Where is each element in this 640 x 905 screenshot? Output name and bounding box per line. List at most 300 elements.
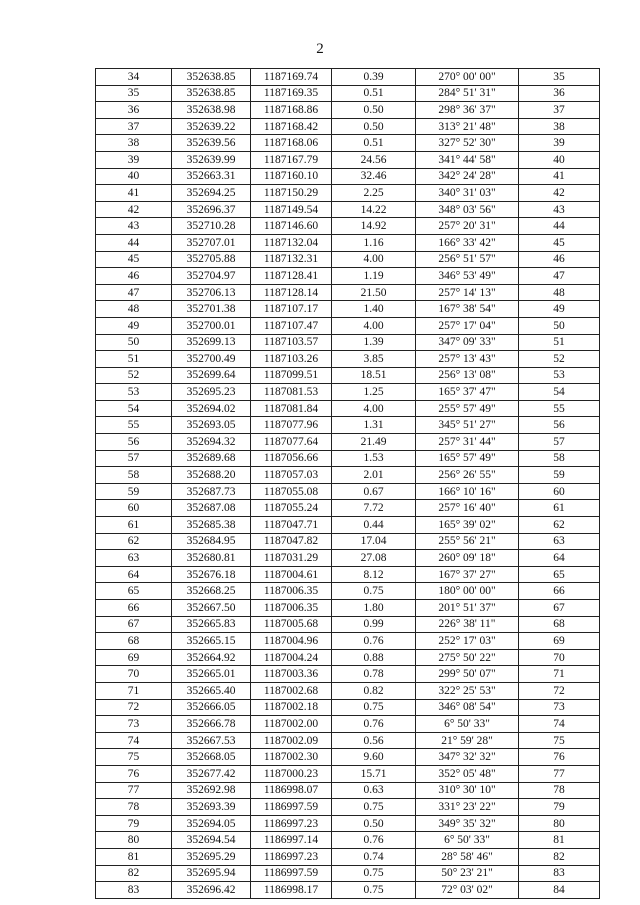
point-number-cell: 74 <box>96 732 172 749</box>
point-number-cell: 57 <box>96 450 172 467</box>
next-point-cell: 76 <box>519 749 600 766</box>
distance-cell: 2.01 <box>332 467 416 484</box>
table-row <box>96 334 600 351</box>
x-coordinate-cell: 352699.64 <box>172 367 251 384</box>
point-number-cell: 69 <box>96 649 172 666</box>
azimuth-cell: 28° 58' 46" <box>416 848 519 865</box>
table-row <box>96 400 600 417</box>
point-number-cell: 35 <box>96 85 172 102</box>
table-row <box>96 765 600 782</box>
distance-cell: 0.75 <box>332 865 416 882</box>
distance-cell: 1.25 <box>332 384 416 401</box>
distance-cell: 0.76 <box>332 633 416 650</box>
azimuth-cell: 257° 31' 44" <box>416 434 519 451</box>
next-point-cell: 54 <box>519 384 600 401</box>
table-row <box>96 218 600 235</box>
table-row <box>96 351 600 368</box>
table-row <box>96 85 600 102</box>
x-coordinate-cell: 352695.23 <box>172 384 251 401</box>
y-coordinate-cell: 1187099.51 <box>251 367 332 384</box>
distance-cell: 2.25 <box>332 185 416 202</box>
table-row <box>96 799 600 816</box>
y-coordinate-cell: 1187055.08 <box>251 483 332 500</box>
y-coordinate-cell: 1187169.35 <box>251 85 332 102</box>
distance-cell: 32.46 <box>332 168 416 185</box>
azimuth-cell: 50° 23' 21" <box>416 865 519 882</box>
point-number-cell: 53 <box>96 384 172 401</box>
distance-cell: 1.19 <box>332 268 416 285</box>
point-number-cell: 44 <box>96 234 172 251</box>
azimuth-cell: 327° 52' 30" <box>416 135 519 152</box>
azimuth-cell: 165° 39' 02" <box>416 517 519 534</box>
next-point-cell: 63 <box>519 533 600 550</box>
x-coordinate-cell: 352699.13 <box>172 334 251 351</box>
table-row <box>96 118 600 135</box>
distance-cell: 1.16 <box>332 234 416 251</box>
azimuth-cell: 257° 13' 43" <box>416 351 519 368</box>
distance-cell: 4.00 <box>332 317 416 334</box>
distance-cell: 8.12 <box>332 566 416 583</box>
azimuth-cell: 165° 37' 47" <box>416 384 519 401</box>
azimuth-cell: 346° 53' 49" <box>416 268 519 285</box>
distance-cell: 1.39 <box>332 334 416 351</box>
y-coordinate-cell: 1187002.09 <box>251 732 332 749</box>
next-point-cell: 62 <box>519 517 600 534</box>
table-row <box>96 317 600 334</box>
next-point-cell: 52 <box>519 351 600 368</box>
distance-cell: 0.39 <box>332 69 416 86</box>
next-point-cell: 44 <box>519 218 600 235</box>
next-point-cell: 38 <box>519 118 600 135</box>
x-coordinate-cell: 352680.81 <box>172 550 251 567</box>
azimuth-cell: 21° 59' 28" <box>416 732 519 749</box>
point-number-cell: 78 <box>96 799 172 816</box>
next-point-cell: 51 <box>519 334 600 351</box>
table-row <box>96 815 600 832</box>
y-coordinate-cell: 1187081.53 <box>251 384 332 401</box>
distance-cell: 0.63 <box>332 782 416 799</box>
y-coordinate-cell: 1187169.74 <box>251 69 332 86</box>
distance-cell: 15.71 <box>332 765 416 782</box>
next-point-cell: 57 <box>519 434 600 451</box>
next-point-cell: 82 <box>519 848 600 865</box>
distance-cell: 3.85 <box>332 351 416 368</box>
table-row <box>96 848 600 865</box>
x-coordinate-cell: 352639.56 <box>172 135 251 152</box>
azimuth-cell: 6° 50' 33" <box>416 832 519 849</box>
distance-cell: 0.76 <box>332 716 416 733</box>
next-point-cell: 65 <box>519 566 600 583</box>
y-coordinate-cell: 1187002.00 <box>251 716 332 733</box>
x-coordinate-cell: 352665.15 <box>172 633 251 650</box>
table-row <box>96 450 600 467</box>
y-coordinate-cell: 1187006.35 <box>251 583 332 600</box>
point-number-cell: 41 <box>96 185 172 202</box>
table-row <box>96 533 600 550</box>
x-coordinate-cell: 352705.88 <box>172 251 251 268</box>
distance-cell: 0.67 <box>332 483 416 500</box>
azimuth-cell: 256° 51' 57" <box>416 251 519 268</box>
distance-cell: 9.60 <box>332 749 416 766</box>
azimuth-cell: 257° 14' 13" <box>416 284 519 301</box>
azimuth-cell: 348° 03' 56" <box>416 201 519 218</box>
x-coordinate-cell: 352694.54 <box>172 832 251 849</box>
x-coordinate-cell: 352668.25 <box>172 583 251 600</box>
table-row <box>96 583 600 600</box>
y-coordinate-cell: 1187128.41 <box>251 268 332 285</box>
azimuth-cell: 345° 51' 27" <box>416 417 519 434</box>
azimuth-cell: 322° 25' 53" <box>416 682 519 699</box>
next-point-cell: 59 <box>519 467 600 484</box>
azimuth-cell: 352° 05' 48" <box>416 765 519 782</box>
coordinate-table-body <box>96 69 600 899</box>
point-number-cell: 37 <box>96 118 172 135</box>
table-row <box>96 699 600 716</box>
next-point-cell: 36 <box>519 85 600 102</box>
x-coordinate-cell: 352638.98 <box>172 102 251 119</box>
table-row <box>96 268 600 285</box>
point-number-cell: 66 <box>96 600 172 617</box>
x-coordinate-cell: 352639.99 <box>172 151 251 168</box>
y-coordinate-cell: 1187047.82 <box>251 533 332 550</box>
y-coordinate-cell: 1186997.59 <box>251 865 332 882</box>
distance-cell: 0.75 <box>332 699 416 716</box>
azimuth-cell: 256° 13' 08" <box>416 367 519 384</box>
azimuth-cell: 260° 09' 18" <box>416 550 519 567</box>
point-number-cell: 50 <box>96 334 172 351</box>
table-row <box>96 716 600 733</box>
x-coordinate-cell: 352700.01 <box>172 317 251 334</box>
azimuth-cell: 165° 57' 49" <box>416 450 519 467</box>
y-coordinate-cell: 1187000.23 <box>251 765 332 782</box>
next-point-cell: 80 <box>519 815 600 832</box>
azimuth-cell: 6° 50' 33" <box>416 716 519 733</box>
point-number-cell: 72 <box>96 699 172 716</box>
x-coordinate-cell: 352666.78 <box>172 716 251 733</box>
point-number-cell: 62 <box>96 533 172 550</box>
y-coordinate-cell: 1187150.29 <box>251 185 332 202</box>
x-coordinate-cell: 352665.40 <box>172 682 251 699</box>
table-row <box>96 882 600 899</box>
point-number-cell: 73 <box>96 716 172 733</box>
y-coordinate-cell: 1187002.18 <box>251 699 332 716</box>
distance-cell: 4.00 <box>332 400 416 417</box>
azimuth-cell: 166° 33' 42" <box>416 234 519 251</box>
distance-cell: 4.00 <box>332 251 416 268</box>
table-row <box>96 832 600 849</box>
table-row <box>96 251 600 268</box>
azimuth-cell: 341° 44' 58" <box>416 151 519 168</box>
point-number-cell: 47 <box>96 284 172 301</box>
table-row <box>96 367 600 384</box>
y-coordinate-cell: 1187047.71 <box>251 517 332 534</box>
point-number-cell: 70 <box>96 666 172 683</box>
y-coordinate-cell: 1187132.31 <box>251 251 332 268</box>
x-coordinate-cell: 352692.98 <box>172 782 251 799</box>
next-point-cell: 41 <box>519 168 600 185</box>
next-point-cell: 55 <box>519 400 600 417</box>
table-row <box>96 865 600 882</box>
point-number-cell: 71 <box>96 682 172 699</box>
next-point-cell: 50 <box>519 317 600 334</box>
y-coordinate-cell: 1187128.14 <box>251 284 332 301</box>
next-point-cell: 84 <box>519 882 600 899</box>
distance-cell: 21.50 <box>332 284 416 301</box>
azimuth-cell: 256° 26' 55" <box>416 467 519 484</box>
table-row <box>96 500 600 517</box>
distance-cell: 1.31 <box>332 417 416 434</box>
table-row <box>96 682 600 699</box>
point-number-cell: 80 <box>96 832 172 849</box>
next-point-cell: 83 <box>519 865 600 882</box>
table-row <box>96 234 600 251</box>
x-coordinate-cell: 352638.85 <box>172 85 251 102</box>
table-row <box>96 616 600 633</box>
table-row <box>96 732 600 749</box>
y-coordinate-cell: 1187107.47 <box>251 317 332 334</box>
y-coordinate-cell: 1187004.24 <box>251 649 332 666</box>
y-coordinate-cell: 1187107.17 <box>251 301 332 318</box>
y-coordinate-cell: 1187004.96 <box>251 633 332 650</box>
next-point-cell: 72 <box>519 682 600 699</box>
next-point-cell: 43 <box>519 201 600 218</box>
next-point-cell: 64 <box>519 550 600 567</box>
page-number: 2 <box>316 41 324 57</box>
y-coordinate-cell: 1186997.23 <box>251 815 332 832</box>
table-row <box>96 633 600 650</box>
y-coordinate-cell: 1187004.61 <box>251 566 332 583</box>
table-row <box>96 284 600 301</box>
azimuth-cell: 201° 51' 37" <box>416 600 519 617</box>
x-coordinate-cell: 352701.38 <box>172 301 251 318</box>
next-point-cell: 40 <box>519 151 600 168</box>
next-point-cell: 47 <box>519 268 600 285</box>
y-coordinate-cell: 1187006.35 <box>251 600 332 617</box>
x-coordinate-cell: 352694.02 <box>172 400 251 417</box>
x-coordinate-cell: 352696.42 <box>172 882 251 899</box>
y-coordinate-cell: 1187055.24 <box>251 500 332 517</box>
table-row <box>96 517 600 534</box>
x-coordinate-cell: 352693.39 <box>172 799 251 816</box>
x-coordinate-cell: 352694.05 <box>172 815 251 832</box>
x-coordinate-cell: 352639.22 <box>172 118 251 135</box>
y-coordinate-cell: 1187160.10 <box>251 168 332 185</box>
next-point-cell: 56 <box>519 417 600 434</box>
x-coordinate-cell: 352704.97 <box>172 268 251 285</box>
point-number-cell: 79 <box>96 815 172 832</box>
x-coordinate-cell: 352685.38 <box>172 517 251 534</box>
distance-cell: 0.50 <box>332 118 416 135</box>
next-point-cell: 78 <box>519 782 600 799</box>
coordinate-table <box>95 68 600 899</box>
point-number-cell: 36 <box>96 102 172 119</box>
distance-cell: 0.88 <box>332 649 416 666</box>
next-point-cell: 58 <box>519 450 600 467</box>
azimuth-cell: 226° 38' 11" <box>416 616 519 633</box>
azimuth-cell: 255° 57' 49" <box>416 400 519 417</box>
x-coordinate-cell: 352687.73 <box>172 483 251 500</box>
next-point-cell: 39 <box>519 135 600 152</box>
point-number-cell: 67 <box>96 616 172 633</box>
x-coordinate-cell: 352693.05 <box>172 417 251 434</box>
x-coordinate-cell: 352663.31 <box>172 168 251 185</box>
next-point-cell: 79 <box>519 799 600 816</box>
azimuth-cell: 180° 00' 00" <box>416 583 519 600</box>
azimuth-cell: 340° 31' 03" <box>416 185 519 202</box>
azimuth-cell: 270° 00' 00" <box>416 69 519 86</box>
distance-cell: 0.51 <box>332 85 416 102</box>
point-number-cell: 59 <box>96 483 172 500</box>
distance-cell: 7.72 <box>332 500 416 517</box>
x-coordinate-cell: 352694.32 <box>172 434 251 451</box>
distance-cell: 1.80 <box>332 600 416 617</box>
y-coordinate-cell: 1187168.06 <box>251 135 332 152</box>
point-number-cell: 76 <box>96 765 172 782</box>
distance-cell: 17.04 <box>332 533 416 550</box>
point-number-cell: 61 <box>96 517 172 534</box>
distance-cell: 0.78 <box>332 666 416 683</box>
next-point-cell: 60 <box>519 483 600 500</box>
next-point-cell: 53 <box>519 367 600 384</box>
x-coordinate-cell: 352668.05 <box>172 749 251 766</box>
table-row <box>96 417 600 434</box>
next-point-cell: 68 <box>519 616 600 633</box>
azimuth-cell: 298° 36' 37" <box>416 102 519 119</box>
distance-cell: 0.99 <box>332 616 416 633</box>
table-row <box>96 467 600 484</box>
point-number-cell: 81 <box>96 848 172 865</box>
next-point-cell: 75 <box>519 732 600 749</box>
x-coordinate-cell: 352710.28 <box>172 218 251 235</box>
azimuth-cell: 346° 08' 54" <box>416 699 519 716</box>
point-number-cell: 55 <box>96 417 172 434</box>
point-number-cell: 52 <box>96 367 172 384</box>
next-point-cell: 37 <box>519 102 600 119</box>
point-number-cell: 82 <box>96 865 172 882</box>
table-row <box>96 384 600 401</box>
x-coordinate-cell: 352667.53 <box>172 732 251 749</box>
x-coordinate-cell: 352667.50 <box>172 600 251 617</box>
y-coordinate-cell: 1187167.79 <box>251 151 332 168</box>
azimuth-cell: 313° 21' 48" <box>416 118 519 135</box>
next-point-cell: 42 <box>519 185 600 202</box>
x-coordinate-cell: 352677.42 <box>172 765 251 782</box>
distance-cell: 0.75 <box>332 882 416 899</box>
azimuth-cell: 275° 50' 22" <box>416 649 519 666</box>
distance-cell: 0.56 <box>332 732 416 749</box>
y-coordinate-cell: 1187168.86 <box>251 102 332 119</box>
y-coordinate-cell: 1187031.29 <box>251 550 332 567</box>
x-coordinate-cell: 352687.08 <box>172 500 251 517</box>
x-coordinate-cell: 352638.85 <box>172 69 251 86</box>
distance-cell: 0.44 <box>332 517 416 534</box>
next-point-cell: 74 <box>519 716 600 733</box>
table-row <box>96 749 600 766</box>
y-coordinate-cell: 1186998.17 <box>251 882 332 899</box>
table-row <box>96 666 600 683</box>
next-point-cell: 73 <box>519 699 600 716</box>
next-point-cell: 70 <box>519 649 600 666</box>
point-number-cell: 45 <box>96 251 172 268</box>
y-coordinate-cell: 1186997.59 <box>251 799 332 816</box>
x-coordinate-cell: 352665.01 <box>172 666 251 683</box>
distance-cell: 0.82 <box>332 682 416 699</box>
x-coordinate-cell: 352688.20 <box>172 467 251 484</box>
x-coordinate-cell: 352707.01 <box>172 234 251 251</box>
distance-cell: 24.56 <box>332 151 416 168</box>
x-coordinate-cell: 352700.49 <box>172 351 251 368</box>
distance-cell: 1.40 <box>332 301 416 318</box>
x-coordinate-cell: 352666.05 <box>172 699 251 716</box>
point-number-cell: 46 <box>96 268 172 285</box>
distance-cell: 0.75 <box>332 799 416 816</box>
y-coordinate-cell: 1187103.26 <box>251 351 332 368</box>
distance-cell: 14.22 <box>332 201 416 218</box>
next-point-cell: 45 <box>519 234 600 251</box>
point-number-cell: 40 <box>96 168 172 185</box>
y-coordinate-cell: 1186997.23 <box>251 848 332 865</box>
point-number-cell: 83 <box>96 882 172 899</box>
next-point-cell: 71 <box>519 666 600 683</box>
x-coordinate-cell: 352696.37 <box>172 201 251 218</box>
azimuth-cell: 255° 56' 21" <box>416 533 519 550</box>
y-coordinate-cell: 1187056.66 <box>251 450 332 467</box>
table-row <box>96 168 600 185</box>
y-coordinate-cell: 1186998.07 <box>251 782 332 799</box>
table-row <box>96 69 600 86</box>
azimuth-cell: 167° 38' 54" <box>416 301 519 318</box>
point-number-cell: 39 <box>96 151 172 168</box>
next-point-cell: 77 <box>519 765 600 782</box>
x-coordinate-cell: 352695.94 <box>172 865 251 882</box>
azimuth-cell: 299° 50' 07" <box>416 666 519 683</box>
azimuth-cell: 310° 30' 10" <box>416 782 519 799</box>
azimuth-cell: 252° 17' 03" <box>416 633 519 650</box>
table-row <box>96 550 600 567</box>
distance-cell: 27.08 <box>332 550 416 567</box>
table-row <box>96 782 600 799</box>
point-number-cell: 60 <box>96 500 172 517</box>
distance-cell: 0.50 <box>332 102 416 119</box>
azimuth-cell: 257° 20' 31" <box>416 218 519 235</box>
x-coordinate-cell: 352684.95 <box>172 533 251 550</box>
y-coordinate-cell: 1187002.30 <box>251 749 332 766</box>
y-coordinate-cell: 1187077.64 <box>251 434 332 451</box>
azimuth-cell: 342° 24' 28" <box>416 168 519 185</box>
azimuth-cell: 349° 35' 32" <box>416 815 519 832</box>
point-number-cell: 42 <box>96 201 172 218</box>
distance-cell: 14.92 <box>332 218 416 235</box>
table-row <box>96 483 600 500</box>
next-point-cell: 35 <box>519 69 600 86</box>
x-coordinate-cell: 352689.68 <box>172 450 251 467</box>
point-number-cell: 63 <box>96 550 172 567</box>
x-coordinate-cell: 352706.13 <box>172 284 251 301</box>
point-number-cell: 51 <box>96 351 172 368</box>
distance-cell: 1.53 <box>332 450 416 467</box>
distance-cell: 18.51 <box>332 367 416 384</box>
azimuth-cell: 347° 09' 33" <box>416 334 519 351</box>
next-point-cell: 69 <box>519 633 600 650</box>
point-number-cell: 54 <box>96 400 172 417</box>
point-number-cell: 56 <box>96 434 172 451</box>
point-number-cell: 68 <box>96 633 172 650</box>
next-point-cell: 46 <box>519 251 600 268</box>
x-coordinate-cell: 352676.18 <box>172 566 251 583</box>
y-coordinate-cell: 1187168.42 <box>251 118 332 135</box>
azimuth-cell: 257° 17' 04" <box>416 317 519 334</box>
table-row <box>96 185 600 202</box>
